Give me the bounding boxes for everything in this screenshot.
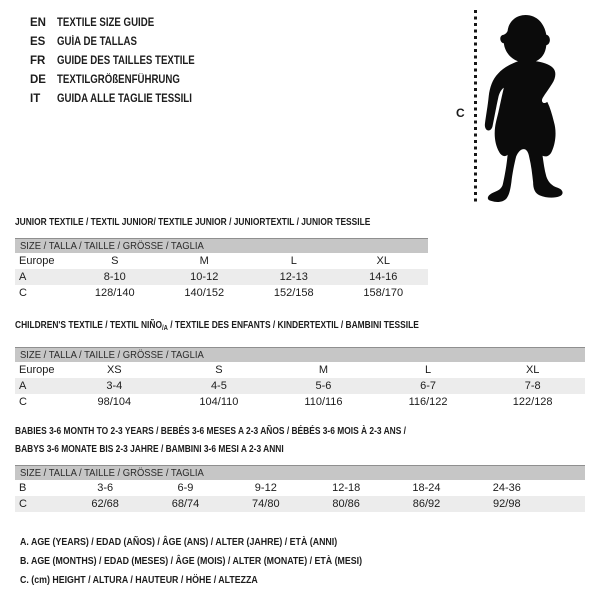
- baby-silhouette: [484, 8, 569, 208]
- cell: 5-6: [315, 380, 332, 392]
- row-label: C: [19, 287, 27, 299]
- cell: 62/68: [91, 498, 119, 510]
- cell: 104/110: [199, 396, 239, 408]
- language-label: TEXTILGRÖßENFÜHRUNG: [57, 74, 180, 86]
- cell: 12-13: [279, 271, 308, 283]
- cell: 68/74: [171, 498, 200, 510]
- height-dotted-line: [474, 10, 477, 205]
- cell: 140/152: [184, 287, 225, 299]
- cell: 128/140: [94, 287, 135, 299]
- cell: 116/122: [408, 396, 448, 408]
- language-label: GUIDA ALLE TAGLIE TESSILI: [57, 93, 192, 105]
- table-row-age: [15, 378, 585, 394]
- cell: 12-18: [332, 482, 361, 494]
- babies-title-line2: BABYS 3-6 MONATE BIS 2-3 JAHRE / BAMBINI 3-6 MESI A 2-3 ANNI: [15, 444, 284, 455]
- table-row-europe: [15, 253, 428, 269]
- size-header-bar: [15, 238, 428, 253]
- table-row-height: [15, 496, 585, 512]
- row-label: Europe: [19, 255, 55, 267]
- height-figure: [456, 5, 586, 215]
- children-table-title: [15, 320, 496, 335]
- cell: 14-16: [369, 271, 398, 283]
- children-title-subscript: /A: [161, 325, 168, 332]
- cell: M: [318, 364, 329, 376]
- size-header-text: SIZE / TALLA / TAILLE / GRÖSSE / TAGLIA: [20, 349, 204, 361]
- children-title-text: [15, 320, 419, 335]
- spacer: [547, 480, 585, 496]
- cell: 122/128: [512, 396, 553, 408]
- cell: 80/86: [332, 498, 360, 510]
- footnote-c: C. (cm) HEIGHT / ALTURA / HAUTEUR / HÖHE / ALTEZZA: [20, 574, 258, 586]
- row-label: A: [19, 380, 27, 392]
- cell: S: [215, 364, 223, 376]
- junior-table-title: [15, 217, 438, 229]
- cell: 6-7: [420, 380, 437, 392]
- row-label: B: [19, 482, 27, 494]
- cell: 24-36: [492, 482, 521, 494]
- cell: 9-12: [254, 482, 277, 494]
- language-code: ES: [30, 36, 46, 48]
- row-label: A: [19, 271, 27, 283]
- cell: 74/80: [252, 498, 280, 510]
- table-row-europe: [15, 362, 585, 378]
- language-label: TEXTILE SIZE GUIDE: [57, 17, 155, 29]
- language-row-en: [30, 14, 221, 33]
- cell: 3-4: [106, 380, 123, 392]
- cell: 158/170: [363, 287, 404, 299]
- height-c-label: C: [456, 106, 465, 120]
- language-code: DE: [30, 74, 46, 86]
- table-row-months: [15, 480, 585, 496]
- row-label: C: [19, 396, 27, 408]
- size-header-bar: [15, 465, 585, 480]
- language-code: IT: [30, 93, 41, 105]
- cell: 3-6: [97, 482, 114, 494]
- babies-title-line1: BABIES 3-6 MONTH TO 2-3 YEARS / BEBÉS 3-6 MESES A 2-3 AÑOS / BÉBÉS 3-6 MOIS À 2-3 ANS /: [15, 426, 407, 437]
- row-label: C: [19, 498, 27, 510]
- cell: 10-12: [190, 271, 219, 283]
- spacer: [547, 496, 585, 512]
- cell: 8-10: [103, 271, 126, 283]
- cell: 86/92: [412, 498, 441, 510]
- footnotes: [20, 533, 427, 590]
- language-code: EN: [30, 17, 46, 29]
- cell: 110/116: [304, 396, 343, 408]
- row-label: Europe: [19, 364, 55, 376]
- table-row-age: [15, 269, 428, 285]
- cell: M: [199, 255, 209, 267]
- cell: 4-5: [210, 380, 227, 392]
- babies-table-title: [15, 423, 480, 459]
- cell: 152/158: [273, 287, 314, 299]
- junior-title-text: JUNIOR TEXTILE / TEXTIL JUNIOR/ TEXTILE JUNIOR / JUNIORTEXTIL / JUNIOR TESSILE: [15, 217, 371, 228]
- cell: 18-24: [412, 482, 441, 494]
- children-size-table: [15, 347, 585, 410]
- cell: L: [425, 364, 432, 376]
- junior-size-table: [15, 238, 428, 301]
- babies-size-table: [15, 465, 585, 512]
- language-label: GUÍA DE TALLAS: [57, 36, 137, 48]
- cell: S: [111, 255, 119, 267]
- language-row-fr: [30, 52, 221, 71]
- language-code: FR: [30, 55, 46, 67]
- language-label: GUIDE DES TAILLES TEXTILE: [57, 55, 195, 67]
- cell: XS: [106, 364, 122, 376]
- cell: 92/98: [493, 498, 521, 510]
- cell: XL: [525, 364, 540, 376]
- children-title-suffix: / TEXTILE DES ENFANTS / KINDERTEXTIL / BAMBINI TESSILE: [167, 320, 419, 331]
- cell: 98/104: [97, 396, 132, 408]
- table-row-height: [15, 285, 428, 301]
- language-row-it: [30, 90, 221, 109]
- footnote-b: B. AGE (MONTHS) / EDAD (MESES) / ÂGE (MOIS) / ALTER (MONATE) / ETÀ (MESI): [20, 555, 363, 567]
- language-row-de: [30, 71, 221, 90]
- size-header-text: SIZE / TALLA / TAILLE / GRÖSSE / TAGLIA: [20, 240, 204, 252]
- size-header-text: SIZE / TALLA / TAILLE / GRÖSSE / TAGLIA: [20, 467, 204, 479]
- cell: 7-8: [524, 380, 541, 392]
- language-list: [30, 14, 221, 109]
- cell: L: [290, 255, 297, 267]
- cell: 6-9: [177, 482, 194, 494]
- cell: XL: [376, 255, 390, 267]
- children-title-prefix: CHILDREN'S TEXTILE / TEXTIL NIÑO: [15, 320, 162, 331]
- footnote-a: A. AGE (YEARS) / EDAD (AÑOS) / ÂGE (ANS) / ALTER (JAHRE) / ETÀ (ANNI): [20, 536, 338, 548]
- size-header-bar: [15, 347, 585, 362]
- table-row-height: [15, 394, 585, 410]
- language-row-es: [30, 33, 221, 52]
